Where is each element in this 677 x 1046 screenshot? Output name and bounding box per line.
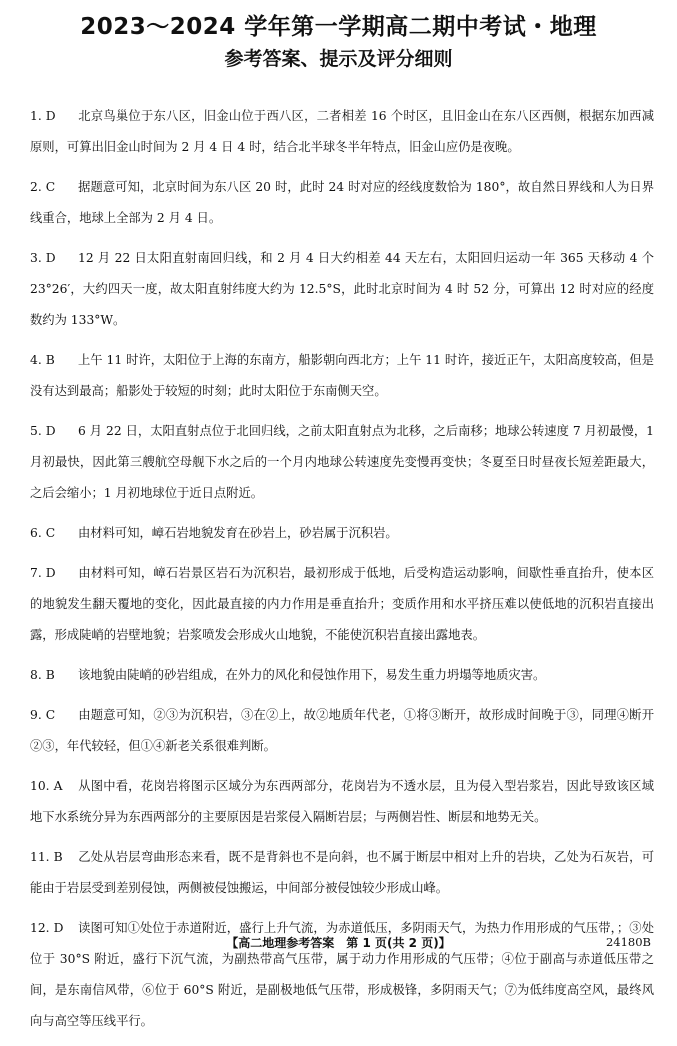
question-index: 1. xyxy=(30,109,42,123)
explanation-text: 乙处从岩层弯曲形态来看，既不是背斜也不是向斜，也不属于断层中相对上升的岩块，乙处为石灰岩，可能由于岩层受到差别侵蚀，两侧被侵蚀搬运，中间部分被侵蚀较少形成山峰。 xyxy=(30,850,654,895)
answer-letter: C xyxy=(45,526,56,540)
question-index: 11. xyxy=(30,850,50,864)
document-code: 24180B xyxy=(605,935,651,949)
question-item xyxy=(30,660,654,691)
question-item xyxy=(30,101,654,163)
question-index: 2. xyxy=(30,180,42,194)
question-index: 12. xyxy=(30,921,50,935)
explanation-text: 12 月 22 日太阳直射南回归线，和 2 月 4 日大约相差 44 天左右，太阳回归运动一年 365 天移动 4 个 23°26′，大约四天一度，故太阳直射纬度大约为 12.5°S，此时北京时间为 4 时 52 分，可算出 12 时对应的经度数约为 133°W。 xyxy=(30,251,654,327)
answer-letter: D xyxy=(45,109,56,123)
question-item xyxy=(30,345,654,407)
question-number xyxy=(30,243,78,274)
question-index: 4. xyxy=(30,353,42,367)
question-index: 5. xyxy=(30,424,42,438)
explanation-text: 由题意可知，②③为沉积岩，③在②上，故②地质年代老，①将③断开，故形成时间晚于③，同理④断开②③，年代较轻，但①④新老关系很难判断。 xyxy=(30,708,654,753)
question-paragraph xyxy=(30,345,654,407)
question-number xyxy=(30,416,78,447)
question-item xyxy=(30,172,654,234)
question-item xyxy=(30,700,654,762)
explanation-text: 据题意可知，北京时间为东八区 20 时，此时 24 时对应的经线度数恰为 180°，故自然日界线和人为日界线重合，地球上全部为 2 月 4 日。 xyxy=(30,180,654,225)
question-paragraph xyxy=(30,558,654,651)
question-paragraph xyxy=(30,416,654,509)
question-number xyxy=(30,172,78,203)
question-paragraph xyxy=(30,518,654,549)
question-paragraph xyxy=(30,660,654,691)
question-number xyxy=(30,518,78,549)
question-paragraph xyxy=(30,243,654,336)
explanation-text: 该地貌由陡峭的砂岩组成，在外力的风化和侵蚀作用下，易发生重力坍塌等地质灾害。 xyxy=(78,668,546,682)
answer-letter: B xyxy=(53,850,63,864)
question-number xyxy=(30,101,78,132)
answer-letter: A xyxy=(53,779,63,793)
question-number xyxy=(30,842,78,873)
explanation-text: 6 月 22 日，太阳直射点位于北回归线，之前太阳直射点为北移，之后南移；地球公转速度 7 月初最慢，1 月初最快，因此第三艘航空母舰下水之后的一个月内地球公转速度先变慢再变快；冬夏至日时昼夜长短差距最大，之后会缩小；1 月初地球位于近日点附近。 xyxy=(30,424,654,500)
question-index: 6. xyxy=(30,526,42,540)
question-paragraph xyxy=(30,771,654,833)
question-item xyxy=(30,243,654,336)
question-index: 10. xyxy=(30,779,50,793)
question-index: 7. xyxy=(30,566,42,580)
question-item xyxy=(30,913,654,1037)
question-index: 9. xyxy=(30,708,42,722)
question-item xyxy=(30,518,654,549)
answer-letter: B xyxy=(45,668,55,682)
question-index: 3. xyxy=(30,251,42,265)
answer-letter: B xyxy=(45,353,55,367)
answer-letter: C xyxy=(45,180,56,194)
explanation-text: 由材料可知，嶂石岩景区岩石为沉积岩，最初形成于低地，后受构造运动影响，间歇性垂直抬升，使本区的地貌发生翻天覆地的变化，因此最直接的内力作用是垂直抬升；变质作用和水平挤压难以使低地的沉积岩直接出露，形成陡峭的岩壁地貌；岩浆喷发会形成火山地貌，不能使沉积岩直接出露地表。 xyxy=(30,566,654,642)
explanation-text: 由材料可知，嶂石岩地貌发育在砂岩上，砂岩属于沉积岩。 xyxy=(78,526,398,540)
question-number xyxy=(30,558,78,589)
answer-letter: C xyxy=(45,708,56,722)
explanation-text: 从图中看，花岗岩将图示区域分为东西两部分，花岗岩为不透水层，且为侵入型岩浆岩，因此导致该区域地下水系统分异为东西两部分的主要原因是岩浆侵入隔断岩层；与两侧岩性、断层和地势无关。 xyxy=(30,779,654,824)
explanation-text: 北京鸟巢位于东八区，旧金山位于西八区，二者相差 16 个时区，且旧金山在东八区西侧，根据东加西减原则，可算出旧金山时间为 2 月 4 日 4 时，结合北半球冬半年特点，旧金山应仍是夜晚。 xyxy=(30,109,654,154)
question-paragraph xyxy=(30,842,654,904)
question-paragraph xyxy=(30,172,654,234)
page-footer: 【高二地理参考答案 第 1 页(共 2 页)】 xyxy=(226,936,451,950)
question-number xyxy=(30,771,78,802)
question-paragraph xyxy=(30,101,654,163)
question-index: 8. xyxy=(30,668,42,682)
answer-letter: D xyxy=(45,251,56,265)
page-title: 2023～2024 学年第一学期高二期中考试・地理 xyxy=(80,14,597,40)
question-number xyxy=(30,700,78,731)
answer-letter: D xyxy=(45,566,56,580)
question-item xyxy=(30,842,654,904)
explanation-text: 读图可知①处位于赤道附近，盛行上升气流，为赤道低压，多阴雨天气，为热力作用形成的气压带，；③处位于 30°S 附近，盛行下沉气流，为副热带高气压带，属于动力作用形成的气压带；④位于副高与赤道低压带之间，是东南信风带，⑥位于 60°S 附近，是副极地低气压带，形成极锋，多阴雨天气；⑦为低纬度高空风，最终风向与高空等压线平行。 xyxy=(30,921,654,1028)
question-paragraph xyxy=(30,913,654,1037)
question-number xyxy=(30,660,78,691)
answer-letter: D xyxy=(45,424,56,438)
question-list xyxy=(30,101,654,1046)
question-item xyxy=(30,416,654,509)
page-subtitle: 参考答案、提示及评分细则 xyxy=(224,48,453,70)
answer-letter: D xyxy=(53,921,64,935)
question-item xyxy=(30,771,654,833)
question-number xyxy=(30,345,78,376)
question-paragraph xyxy=(30,700,654,762)
explanation-text: 上午 11 时许，太阳位于上海的东南方，船影朝向西北方；上午 11 时许，接近正午，太阳高度较高，但是没有达到最高；船影处于较短的时刻；此时太阳位于东南侧天空。 xyxy=(30,353,654,398)
question-item xyxy=(30,558,654,651)
